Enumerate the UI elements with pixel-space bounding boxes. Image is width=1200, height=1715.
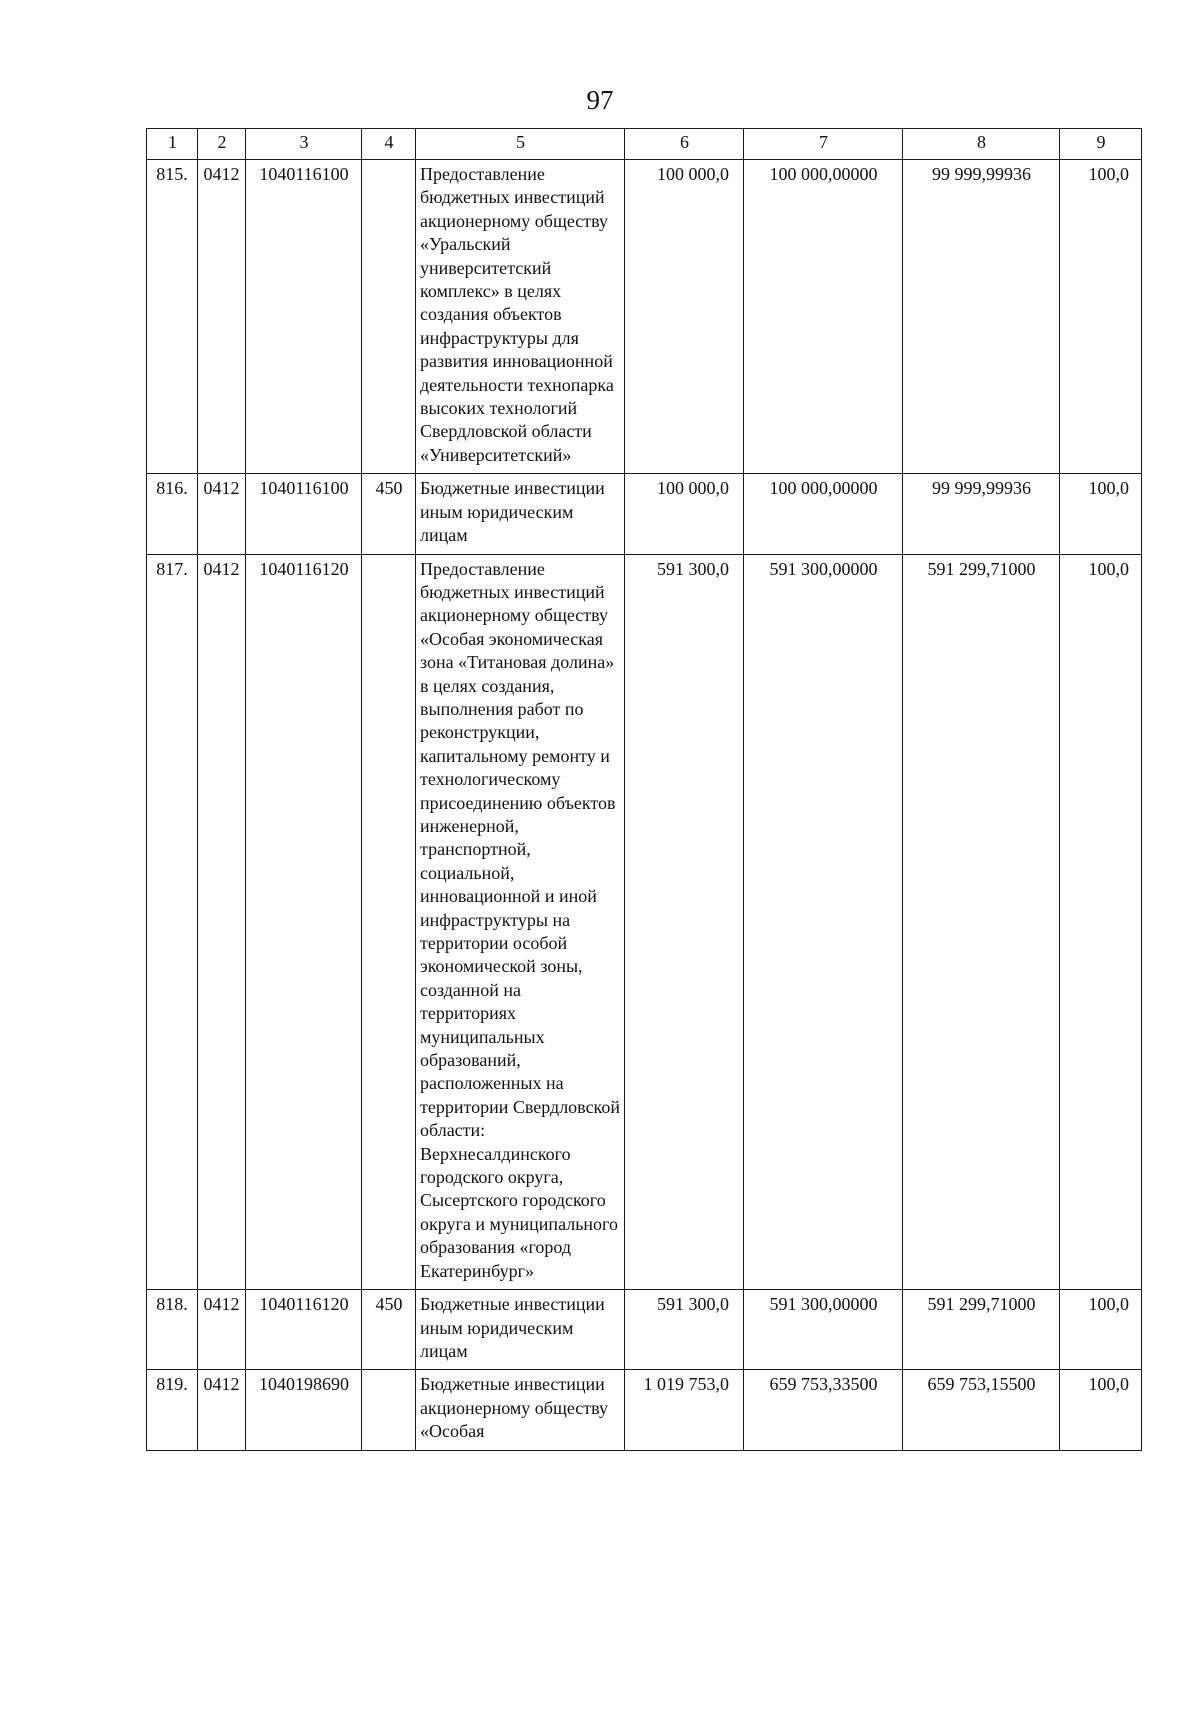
page-number: 97 xyxy=(586,85,614,115)
header-cell-5: 5 xyxy=(416,129,625,160)
target-article-code: 1040116100 xyxy=(246,474,362,554)
target-article-code: 1040198690 xyxy=(246,1370,362,1450)
section-code: 0412 xyxy=(198,474,246,554)
target-article-code: 1040116120 xyxy=(246,1290,362,1370)
executed-amount: 659 753,15500 xyxy=(903,1370,1060,1450)
header-cell-7: 7 xyxy=(744,129,903,160)
planned-amount: 100 000,00000 xyxy=(744,474,903,554)
planned-amount: 100 000,00000 xyxy=(744,160,903,474)
approved-amount: 1 019 753,0 xyxy=(625,1370,744,1450)
table-row xyxy=(147,1290,1142,1370)
planned-amount: 591 300,00000 xyxy=(744,1290,903,1370)
row-number: 819. xyxy=(147,1370,198,1450)
approved-amount: 591 300,0 xyxy=(625,1290,744,1370)
row-number: 817. xyxy=(147,554,198,1290)
approved-amount: 591 300,0 xyxy=(625,554,744,1290)
target-article-code: 1040116120 xyxy=(246,554,362,1290)
approved-amount: 100 000,0 xyxy=(625,160,744,474)
executed-amount: 591 299,71000 xyxy=(903,1290,1060,1370)
section-code: 0412 xyxy=(198,554,246,1290)
section-code: 0412 xyxy=(198,1370,246,1450)
row-number: 815. xyxy=(147,160,198,474)
header-cell-9: 9 xyxy=(1060,129,1142,160)
expense-type-code: 450 xyxy=(362,1290,416,1370)
execution-percent: 100,0 xyxy=(1060,160,1142,474)
executed-amount: 99 999,99936 xyxy=(903,474,1060,554)
execution-percent: 100,0 xyxy=(1060,1370,1142,1450)
item-name: Бюджетные инвестиции иным юридическим лицам xyxy=(416,1290,625,1370)
table-row xyxy=(147,474,1142,554)
expense-type-code xyxy=(362,160,416,474)
approved-amount: 100 000,0 xyxy=(625,474,744,554)
executed-amount: 99 999,99936 xyxy=(903,160,1060,474)
table-row xyxy=(147,554,1142,1290)
header-cell-2: 2 xyxy=(198,129,246,160)
header-row xyxy=(147,129,1142,160)
planned-amount: 591 300,00000 xyxy=(744,554,903,1290)
row-number: 816. xyxy=(147,474,198,554)
header-cell-6: 6 xyxy=(625,129,744,160)
header-cell-3: 3 xyxy=(246,129,362,160)
header-cell-8: 8 xyxy=(903,129,1060,160)
section-code: 0412 xyxy=(198,160,246,474)
section-code: 0412 xyxy=(198,1290,246,1370)
planned-amount: 659 753,33500 xyxy=(744,1370,903,1450)
target-article-code: 1040116100 xyxy=(246,160,362,474)
budget-table xyxy=(146,128,1142,1451)
execution-percent: 100,0 xyxy=(1060,554,1142,1290)
table-row xyxy=(147,1370,1142,1450)
item-name: Бюджетные инвестиции иным юридическим лицам xyxy=(416,474,625,554)
table-row xyxy=(147,160,1142,474)
header-cell-4: 4 xyxy=(362,129,416,160)
item-name: Бюджетные инвестиции акционерному обществу «Особая xyxy=(416,1370,625,1450)
execution-percent: 100,0 xyxy=(1060,1290,1142,1370)
execution-percent: 100,0 xyxy=(1060,474,1142,554)
row-number: 818. xyxy=(147,1290,198,1370)
executed-amount: 591 299,71000 xyxy=(903,554,1060,1290)
item-name: Предоставление бюджетных инвестиций акционерному обществу «Уральский университетский комплекс» в целях создания объектов инфраструктуры для развития инновационной деятельности технопарка высоких технологий Свердловской области «Университетский» xyxy=(416,160,625,474)
item-name: Предоставление бюджетных инвестиций акционерному обществу «Особая экономическая зона «Титановая долина» в целях создания, выполнения работ по реконструкции, капитальному ремонту и технологическому присоединению объектов инженерной, транспортной, социальной, инновационной и иной инфраструктуры на территории особой экономической зоны, созданной на территориях муниципальных образований, расположенных на территории Свердловской области: Верхнесалдинского городского округа, Сысертского городского округа и муниципального образования «город Екатеринбург» xyxy=(416,554,625,1290)
header-cell-1: 1 xyxy=(147,129,198,160)
expense-type-code xyxy=(362,554,416,1290)
expense-type-code xyxy=(362,1370,416,1450)
expense-type-code: 450 xyxy=(362,474,416,554)
